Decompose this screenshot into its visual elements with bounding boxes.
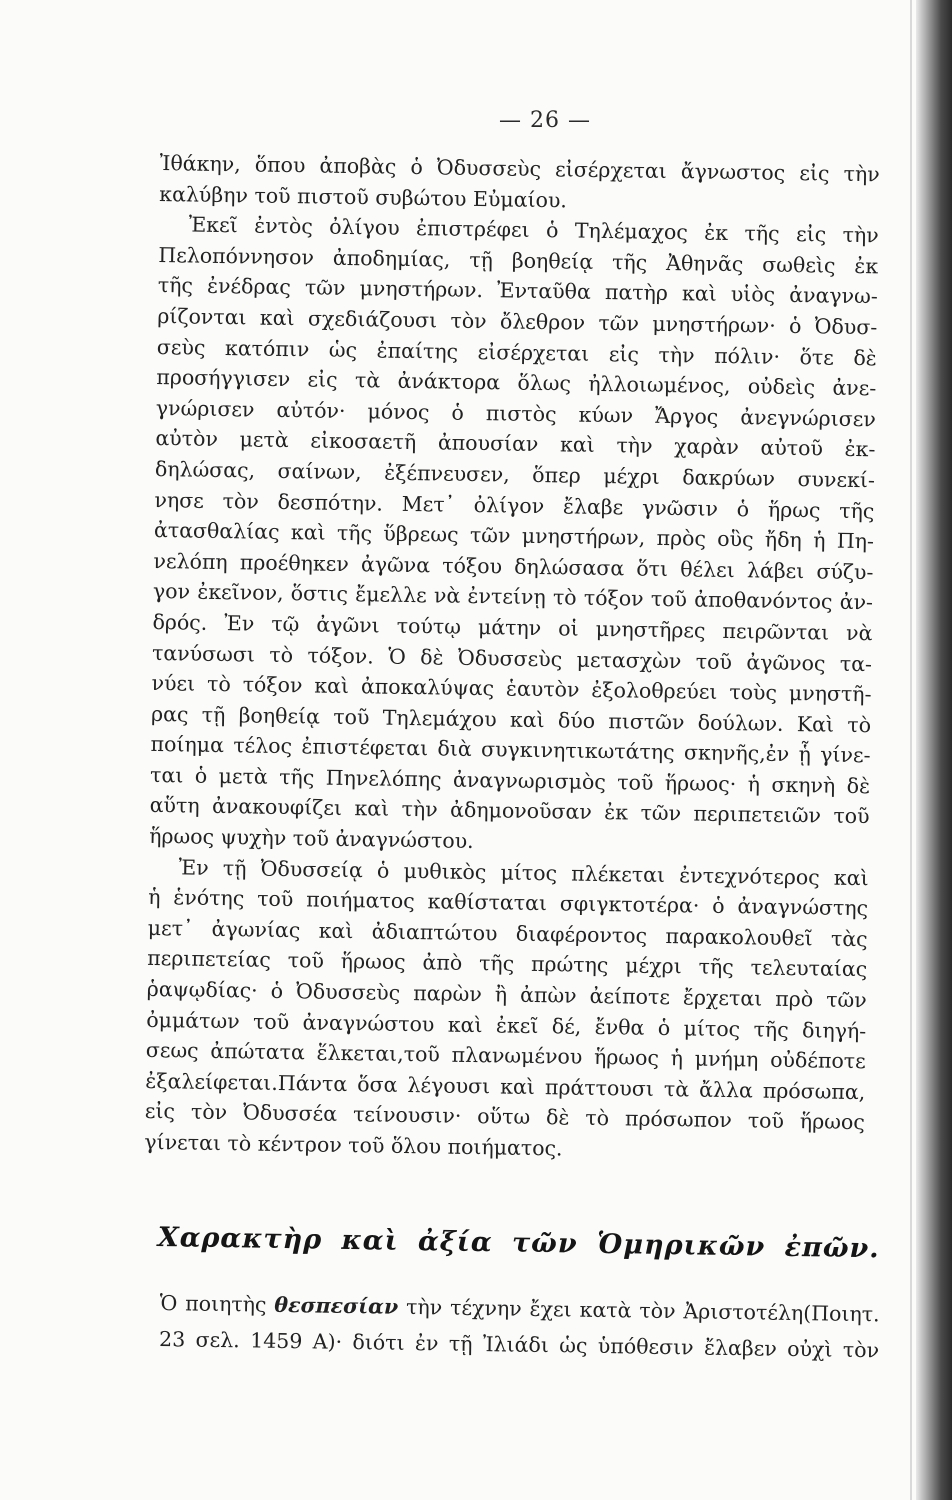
- text-line: εἰς τὸν Ὀδυσσέα τείνουσιν· οὕτω δὲ τὸ πρόσωπον τοῦ ἥρωος: [144, 1099, 865, 1135]
- text-line: αὕτη ἀνακουφίζει καὶ τὴν ἀδημονοῦσαν ἐκ τῶν περιπετειῶν τοῦ: [149, 793, 870, 829]
- text-line: ἀτασθαλίας καὶ τῆς ὕβρεως τῶν μνηστήρων, πρὸς οὓς ἤδη ἡ Πη-: [153, 518, 875, 554]
- text-line: ρας τῇ βοηθείᾳ τοῦ Τηλεμάχου καὶ δύο πιστῶν δούλων. Καὶ τὸ: [150, 701, 872, 737]
- text-line: Ἐν τῇ Ὀδυσσείᾳ ὁ μυθικὸς μίτος πλέκεται ἐντεχνότερος καὶ: [178, 855, 869, 890]
- text-line: δηλώσας, σαίνων, ἐξέπνευσεν, ὅπερ μέχρι δακρύων συνεκί-: [154, 456, 876, 493]
- text-line: μετ᾿ ἀγωνίας καὶ ἀδιαπτώτου διαφέροντος παρακολουθεῖ τὰς: [147, 915, 868, 952]
- emphasized-word: θεσπεσίαν: [274, 1292, 399, 1319]
- text-line: Ἰθάκην, ὅπου ἀποβὰς ὁ Ὀδυσσεὺς εἰσέρχεται ἄγνωστος εἰς τὴν: [159, 150, 880, 187]
- text-line: Πελοπόννησον ἀποδημίας, τῇ βοηθείᾳ τῆς Ἀθηνᾶς σωθεὶς ἐκ: [158, 242, 879, 279]
- text-line: ἐξαλείφεται.Πάντα ὅσα λέγουσι καὶ πράττουσι τὰ ἄλλα πρόσωπα,: [145, 1068, 866, 1105]
- text-line: σεως ἀπώτατα ἕλκεται,τοῦ πλανωμένου ἥρωος ἡ μνήμη οὐδέποτε: [145, 1038, 866, 1074]
- text-line: γον ἐκεῖνον, ὅστις ἔμελλε νὰ ἐντείνῃ τὸ τόξον τοῦ ἀποθανόντος ἀν-: [152, 579, 874, 615]
- text-line: νύει τὸ τόξον καὶ ἀποκαλύψας ἑαυτὸν ἐξολοθρεύει τοὺς μνηστῆ-: [151, 671, 872, 707]
- text-line: ποίημα τέλος ἐπιστέφεται διὰ συγκινητικωτάτης σκηνῆς,ἐν ᾗ γίνε-: [150, 732, 871, 768]
- text-line: τῆς ἐνέδρας τῶν μνηστήρων. Ἐνταῦθα πατὴρ καὶ υἱὸς ἀναγνω-: [157, 273, 878, 309]
- text-line: καλύβην τοῦ πιστοῦ συβώτου Εὐμαίου.: [159, 181, 568, 212]
- text-line: ται ὁ μετὰ τῆς Πηνελόπης ἀναγνωρισμὸς τοῦ ἥρωος· ἡ σκηνὴ δὲ: [149, 762, 871, 799]
- text-line: 23 σελ. 1459 Α)· διότι ἐν τῇ Ἰλιάδι ὡς ὑπόθεσιν ἔλαβεν οὐχὶ τὸν: [158, 1326, 880, 1363]
- text-line: ὀμμάτων τοῦ ἀναγνώστου καὶ ἐκεῖ δέ, ἔνθα ὁ μίτος τῆς διηγή-: [146, 1007, 867, 1043]
- text-line: τανύσωσι τὸ τόξον. Ὁ δὲ Ὀδυσσεὺς μετασχὼν τοῦ ἀγῶνος τα-: [151, 640, 873, 676]
- page-number: — 26 —: [499, 108, 591, 133]
- section-heading: Χαρακτὴρ καὶ ἀξία τῶν Ὁμηρικῶν ἐπῶν.: [157, 1222, 880, 1265]
- text-line: δρός. Ἐν τῷ ἀγῶνι τούτῳ μάτην οἱ μνηστῆρες πειρῶνται νὰ: [152, 609, 873, 646]
- text-line: σεὺς κατόπιν ὡς ἐπαίτης εἰσέρχεται εἰς τὴν πόλιν· ὅτε δὲ: [156, 334, 877, 370]
- text-line: αὐτὸν μετὰ εἰκοσαετῆ ἀπουσίαν καὶ τὴν χαρὰν αὐτοῦ ἐκ-: [155, 426, 876, 462]
- text-run: τὴν τέχνην ἔχει κατὰ τὸν Ἀριστοτέλη(Ποιητ.: [397, 1294, 880, 1327]
- text-line: νησε τὸν δεσπότην. Μετ᾿ ὀλίγον ἔλαβε γνῶσιν ὁ ἥρως τῆς: [154, 487, 875, 523]
- text-line: ἡ ἑνότης τοῦ ποιήματος καθίσταται σφιγκτοτέρα· ὁ ἀναγνώστης: [148, 885, 869, 921]
- text-line: νελόπη προέθηκεν ἀγῶνα τόξου δηλώσασα ὅτι θέλει λάβει σύζυ-: [153, 548, 874, 584]
- section-body-text: [159, 1285, 880, 1368]
- text-line: γίνεται τὸ κέντρον τοῦ ὅλου ποιήματος.: [144, 1129, 563, 1161]
- text-line: ῥαψῳδίας· ὁ Ὀδυσσεὺς παρὼν ἢ ἀπὼν ἀείποτε ἔρχεται πρὸ τῶν: [146, 976, 867, 1013]
- text-line: γνώρισεν αὐτόν· μόνος ὁ πιστὸς κύων Ἄργος ἀνεγνώρισεν: [155, 395, 877, 432]
- text-run: Ὁ ποιητὴς: [159, 1290, 275, 1317]
- scanner-edge-line: [910, 0, 912, 1500]
- text-line: προσήγγισεν εἰς τὰ ἀνάκτορα ὅλως ἠλλοιωμένος, οὐδεὶς ἀνε-: [156, 365, 877, 401]
- text-line: Ἐκεῖ ἐντὸς ὀλίγου ἐπιστρέφει ὁ Τηλέμαχος ἐκ τῆς εἰς τὴν: [188, 212, 879, 248]
- text-line: περιπετείας τοῦ ἥρωος ἀπὸ τῆς πρώτης μέχρι τῆς τελευταίας: [147, 946, 868, 982]
- scanner-edge-shadow: [916, 0, 952, 1500]
- text-line: ἥρωος ψυχὴν τοῦ ἀναγνώστου.: [149, 823, 474, 854]
- body-text: [144, 148, 880, 1169]
- text-line: ρίζονται καὶ σχεδιάζουσι τὸν ὄλεθρον τῶν μνηστήρων· ὁ Ὀδυσ-: [157, 303, 878, 340]
